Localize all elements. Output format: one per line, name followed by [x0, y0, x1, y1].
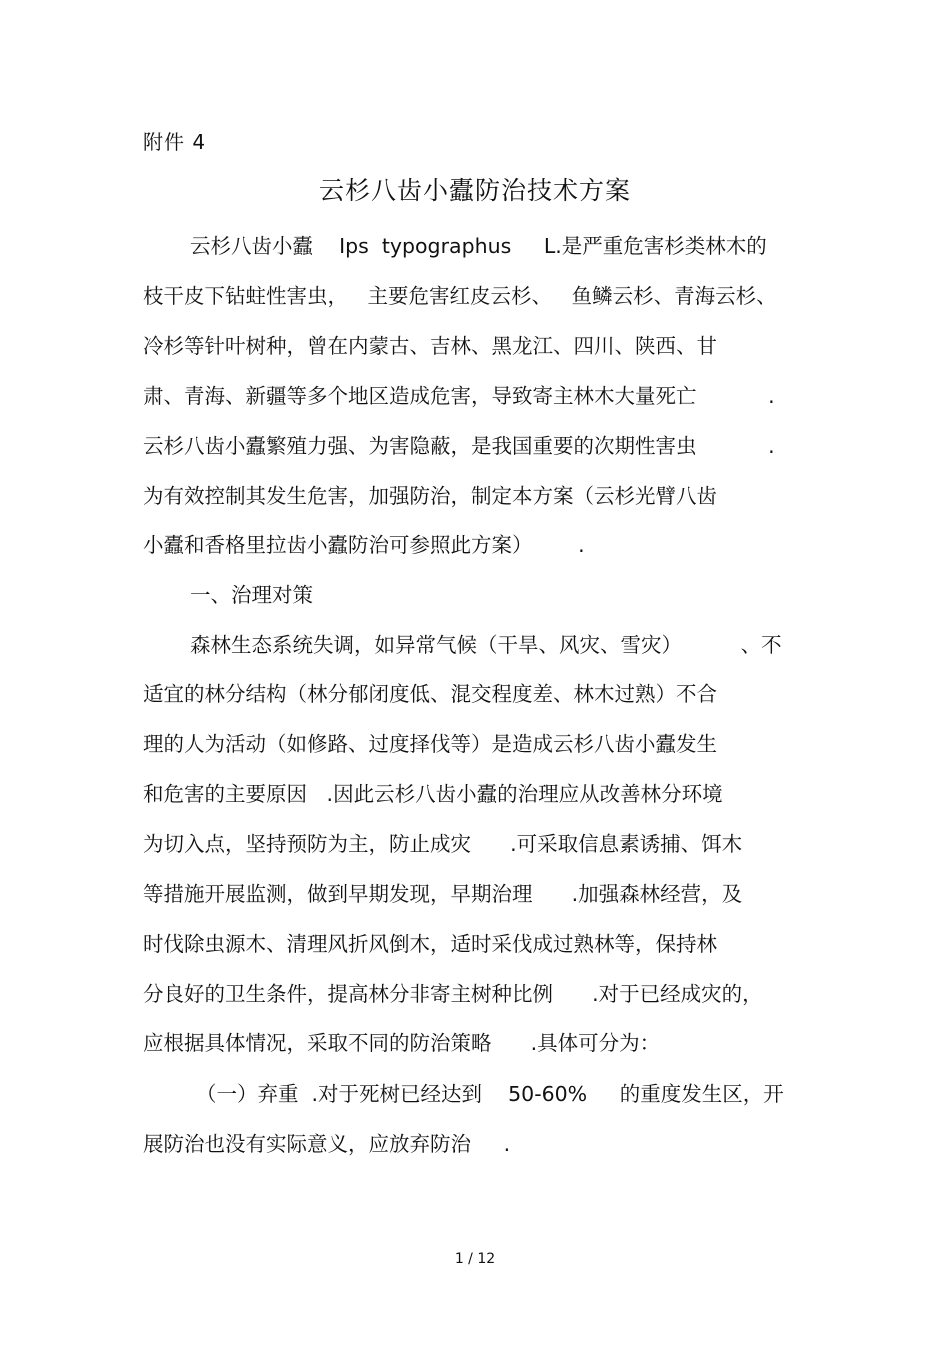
paragraph-line: 为有效控制其发生危害，加强防治，制定本方案（云杉光臂八齿 — [143, 484, 717, 508]
attachment-label: 附件 4 — [143, 130, 207, 154]
paragraph-line: 肃、青海、新疆等多个地区造成危害，导致寄主林木大量死亡 . — [143, 384, 775, 408]
paragraph-line: 和危害的主要原因 .因此云杉八齿小蠹的治理应从改善林分环境 — [143, 782, 723, 806]
paragraph-line: 云杉八齿小蠹 Ips typographus L.是严重危害杉类林木的 — [190, 234, 767, 258]
paragraph-line: 云杉八齿小蠹繁殖力强、为害隐蔽，是我国重要的次期性害虫 . — [143, 434, 775, 458]
section-heading: 一、治理对策 — [190, 583, 313, 607]
paragraph-line: 分良好的卫生条件，提高林分非寄主树种比例 .对于已经成灾的， — [143, 982, 763, 1006]
paragraph-line: 小蠹和香格里拉齿小蠹防治可参照此方案） . — [143, 533, 585, 557]
document-title: 云杉八齿小蠹防治技术方案 — [318, 176, 631, 205]
paragraph-line: 为切入点，坚持预防为主，防止成灾 .可采取信息素诱捕、饵木 — [143, 832, 743, 856]
paragraph-line: 适宜的林分结构（林分郁闭度低、混交程度差、林木过熟）不合 — [143, 682, 717, 706]
paragraph-line: 理的人为活动（如修路、过度择伐等）是造成云杉八齿小蠹发生 — [143, 732, 717, 756]
paragraph-line: 应根据具体情况，采取不同的防治策略 .具体可分为： — [143, 1031, 661, 1055]
paragraph-line: 展防治也没有实际意义，应放弃防治 . — [143, 1132, 511, 1156]
paragraph-line: 冷杉等针叶树种，曾在内蒙古、吉林、黑龙江、四川、陕西、甘 — [143, 334, 717, 358]
paragraph-line: 森林生态系统失调，如异常气候（干旱、风灾、雪灾） 、不 — [190, 633, 782, 657]
paragraph-line: 枝干皮下钻蛀性害虫， 主要危害红皮云杉、 鱼鳞云杉、青海云杉、 — [143, 284, 777, 308]
paragraph-line: 等措施开展监测，做到早期发现，早期治理 .加强森林经营，及 — [143, 882, 743, 906]
page-number: 1 / 12 — [454, 1251, 496, 1267]
paragraph-line: （一）弃重 .对于死树已经达到 50-60% 的重度发生区，开 — [196, 1082, 784, 1106]
paragraph-line: 时伐除虫源木、清理风折风倒木，适时采伐成过熟林等，保持林 — [143, 932, 717, 956]
